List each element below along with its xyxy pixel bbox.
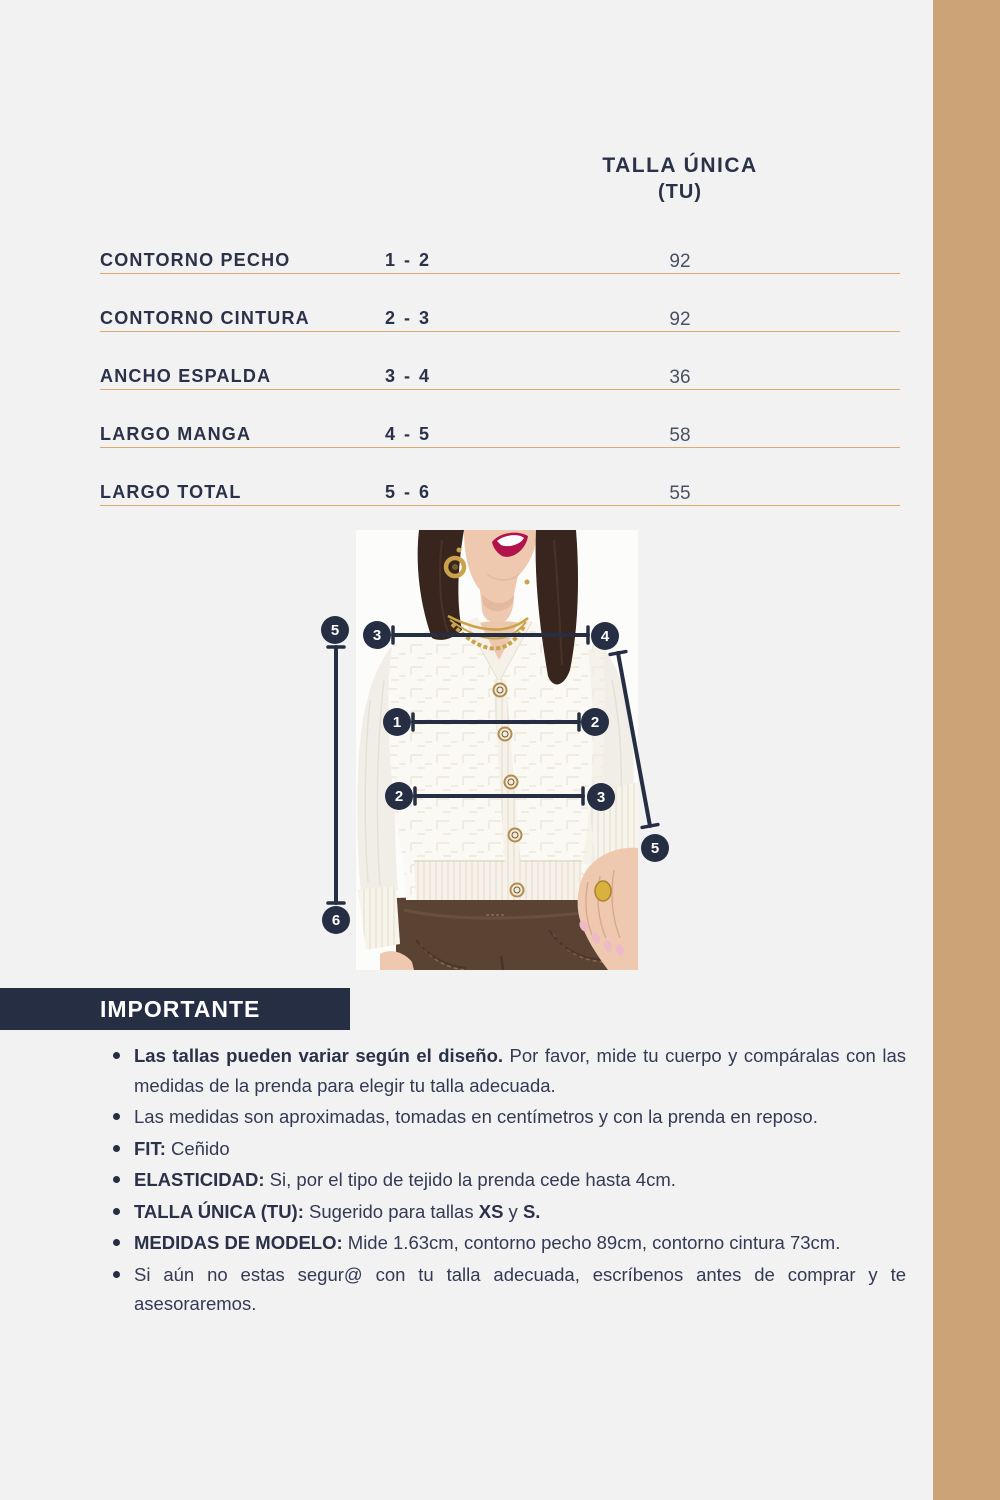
gold-ring [595, 881, 611, 901]
measure-marker-5: 5 [641, 834, 669, 862]
size-column-header [460, 153, 900, 205]
bullet-item: FIT: Ceñido [110, 1134, 906, 1164]
row-value: 92 [669, 309, 691, 330]
measure-marker-2: 2 [385, 782, 413, 810]
important-header-bar [0, 988, 350, 1030]
row-points: 1 - 2 [385, 250, 432, 270]
important-title: IMPORTANTE [100, 996, 261, 1022]
bullet-dot-icon [113, 1271, 120, 1278]
measure-marker-6: 6 [322, 906, 350, 934]
row-points: 5 - 6 [385, 482, 432, 502]
row-points: 2 - 3 [385, 308, 432, 328]
row-underline [100, 447, 900, 448]
row-underline [100, 331, 900, 332]
table-row-largo-total [100, 482, 900, 508]
bullet-dot-icon [113, 1208, 120, 1215]
row-underline [100, 505, 900, 506]
table-row-largo-manga [100, 424, 900, 450]
row-value: 92 [669, 251, 691, 272]
bullet-item: Si aún no estas segur@ con tu talla adecuada, escríbenos antes de comprar y te asesoraremos. [110, 1260, 906, 1319]
bullet-dot-icon [113, 1176, 120, 1183]
row-label: CONTORNO PECHO [100, 250, 291, 270]
bullet-item: Las medidas son aproximadas, tomadas en centímetros y con la prenda en reposo. [110, 1102, 906, 1132]
measure-marker-5: 5 [321, 616, 349, 644]
size-column-header-line2: (TU) [658, 181, 702, 203]
row-label: LARGO TOTAL [100, 482, 242, 502]
row-label: LARGO MANGA [100, 424, 252, 444]
table-row-contorno-pecho [100, 250, 900, 276]
model-photo-illustration [356, 530, 638, 970]
row-value: 55 [669, 483, 691, 504]
bullet-item: ELASTICIDAD: Si, por el tipo de tejido la prenda cede hasta 4cm. [110, 1165, 906, 1195]
bullet-dot-icon [113, 1239, 120, 1246]
size-column-header-line1: TALLA ÚNICA [602, 154, 758, 177]
measure-marker-4: 4 [591, 622, 619, 650]
row-points: 3 - 4 [385, 366, 432, 386]
bullet-item: Las tallas pueden variar según el diseño. Por favor, mide tu cuerpo y compáralas con las medidas de la prenda para elegir tu talla adecuada. [110, 1041, 906, 1100]
measure-line [642, 825, 658, 828]
measure-marker-1: 1 [383, 708, 411, 736]
row-value: 36 [669, 367, 691, 388]
bullet-dot-icon [113, 1113, 120, 1120]
row-value: 58 [669, 425, 691, 446]
bullet-item: MEDIDAS DE MODELO: Mide 1.63cm, contorno pecho 89cm, contorno cintura 73cm. [110, 1228, 906, 1258]
row-underline [100, 389, 900, 390]
table-row-ancho-espalda [100, 366, 900, 392]
right-accent-stripe [933, 0, 1000, 1500]
table-row-contorno-cintura [100, 308, 900, 334]
row-underline [100, 273, 900, 274]
bullet-dot-icon [113, 1052, 120, 1059]
measure-marker-3: 3 [587, 783, 615, 811]
model-photo [356, 530, 638, 970]
row-points: 4 - 5 [385, 424, 432, 444]
row-label: CONTORNO CINTURA [100, 308, 310, 328]
row-label: ANCHO ESPALDA [100, 366, 272, 386]
bullet-dot-icon [113, 1145, 120, 1152]
measure-marker-2: 2 [581, 708, 609, 736]
bullet-item: TALLA ÚNICA (TU): Sugerido para tallas XS y S. [110, 1197, 906, 1227]
important-bullet-list [110, 1041, 906, 1321]
measure-marker-3: 3 [363, 621, 391, 649]
